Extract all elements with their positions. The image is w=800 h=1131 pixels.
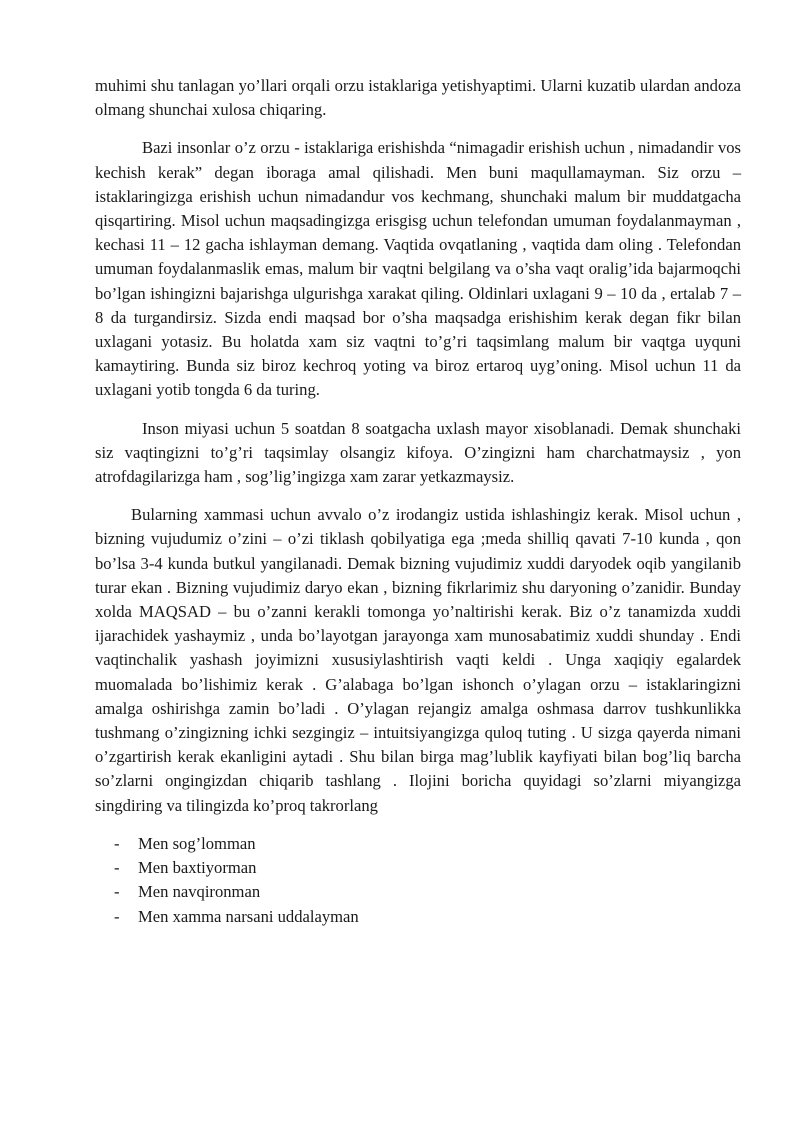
paragraph-4: Bularning xammasi uchun avvalo o’z irodangiz ustida ishlashingiz kerak. Misol uchun , bizning vujudumiz o’zini – o’zi tiklash qobilyatiga ega ;meda shilliq qavati 7-10 kunda , qon bo’lsa 3-4 kunda butkul yangilanadi. Demak bizning vujudimiz xuddi daryodek oqib yangilanib turar ekan . Bizning vujudimiz daryo ekan , bizning fikrlarimiz shu daryoning o’zanidir. Bunday xolda MAQSAD – bu o’zanni kerakli tomonga yo’naltirishi kerak. Biz o’z tanamizda xuddi ijarachidek yashaymiz , unda bo’layotgan jarayonga xam munosabatimiz xuddi shunday . Endi vaqtinchalik yashash joyimizni xususiylashtirish vaqti keldi . Unga xaqiqiy egalardek muomalada bo’lishimiz kerak . G’alabaga bo’lgan ishonch o’ylagan orzu – istaklaringizni amalga oshirishga zamin bo’ladi . O’ylagan rejangiz amalga oshmasa darrov tushkunlikka tushmang o’zingizning ichki sezgingiz – intuitsiyangizga quloq tuting . U sizga qayerda nimani o’zgartirish kerak ekanligini aytadi . Shu bilan birga mag’lublik kayfiyati bilan bog’liq barcha so’zlarni ongingizdan chiqarib tashlang . Ilojini boricha quyidagi so’zlarni miyangizga singdiring va tilingizda ko’proq takrorlang (95, 505, 741, 815)
paragraph-3: Inson miyasi uchun 5 soatdan 8 soatgacha uxlash mayor xisoblanadi. Demak shunchaki siz vaqtingizni to’g’ri taqsimlay olsangiz kifoya. O’zingizni ham charchatmaysiz , yon atrofdagilarizga ham , sog’lig’ingizga xam zarar yetkazmaysiz. (95, 418, 741, 487)
list-item-text: Men baxtiyorman (138, 858, 257, 878)
list-item-text: Men navqironman (138, 882, 261, 902)
affirmation-list (95, 832, 741, 929)
list-dash: - (114, 906, 120, 926)
list-item (95, 880, 741, 904)
list-dash: - (114, 833, 120, 853)
list-item (95, 905, 741, 929)
list-dash: - (114, 882, 120, 902)
list-item-text: Men sog’lomman (138, 833, 256, 853)
document-body (95, 74, 741, 929)
paragraph-2: Bazi insonlar o’z orzu - istaklariga erishishda “nimagadir erishish uchun , nimadandir vos kechish kerak” degan iboraga amal qilishadi. Men buni maqullamayman. Siz orzu – istaklaringizga erishish uchun nimadandur vos kechmang, shunchaki malum bir muddatgacha qisqartiring. Misol uchun maqsadingizga erisgisg uchun telefondan umuman foydalanmayman , kechasi 11 – 12 gacha ishlayman demang. Vaqtida ovqatlaning , vaqtida dam oling . Telefondan umuman foydalanmaslik emas, malum bir vaqtni belgilang va o’sha vaqt oralig’ida bajarmoqchi bo’lgan ishingizni bajarishga ulgurishga xarakat qiling. Oldinlari uxlagani 9 – 10 da , ertalab 7 – 8 da turgandirsiz. Sizda endi maqsad bor o’sha maqsadga erishishim kerak degan fikr bilan uxlagani yotasiz. Bu holatda xam siz vaqtni to’g’ri taqsimlang malum bir vaqtga uyquni kamaytiring. Bunda siz biroz kechroq yoting va biroz ertaroq uyg’oning. Misol uchun 11 da uxlagani yotib tongda 6 da turing. (95, 138, 741, 400)
list-dash: - (114, 858, 120, 878)
list-item (95, 832, 741, 856)
paragraph-1: muhimi shu tanlagan yo’llari orqali orzu istaklariga yetishyaptimi. Ularni kuzatib ulardan andoza olmang shunchai xulosa chiqaring. (95, 76, 741, 120)
list-item (95, 856, 741, 880)
list-item-text: Men xamma narsani uddalayman (138, 906, 359, 926)
